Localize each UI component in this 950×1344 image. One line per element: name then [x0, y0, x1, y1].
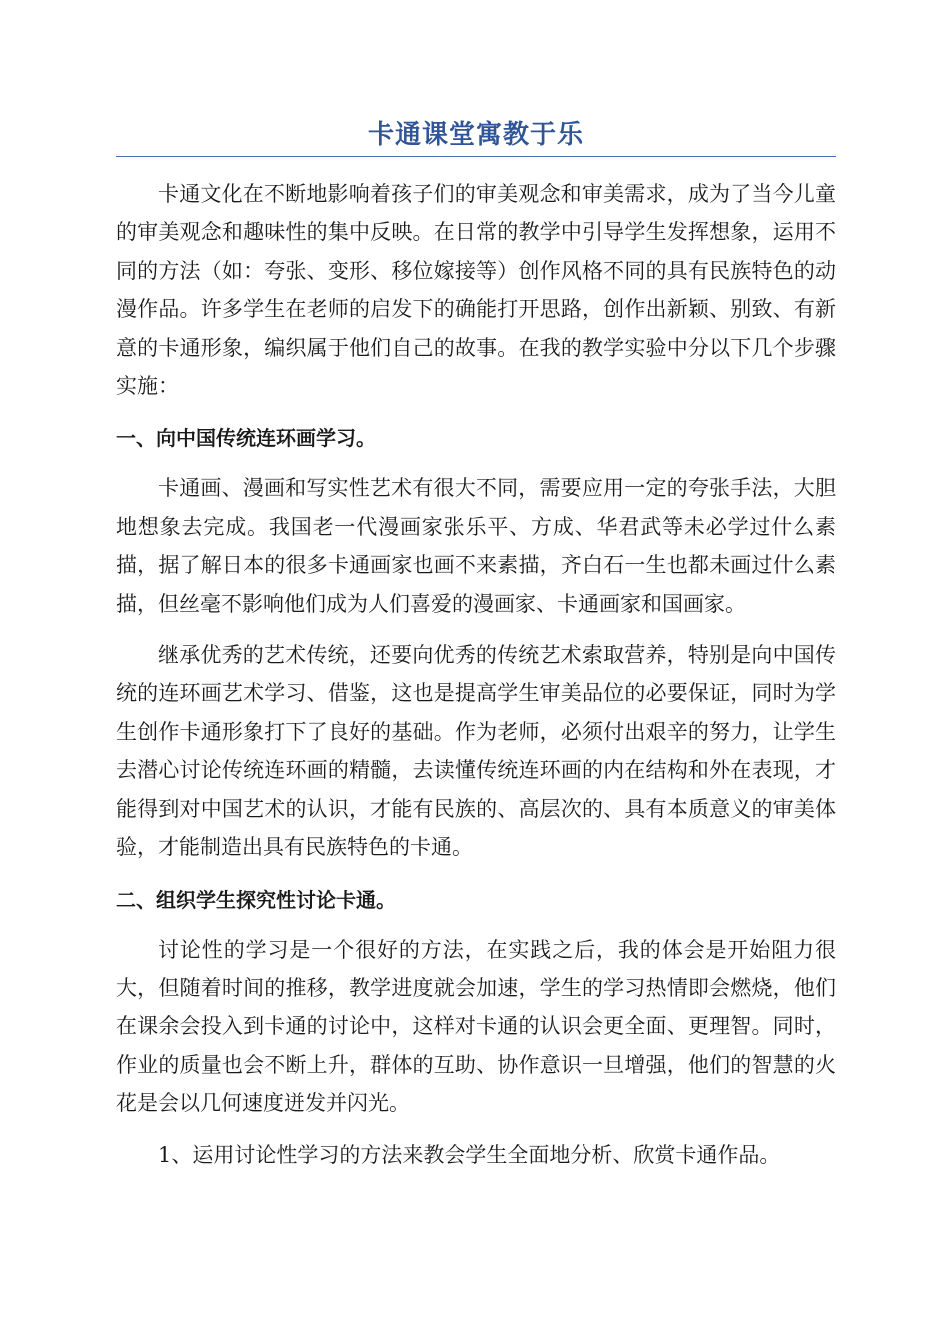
intro-paragraph: 卡通文化在不断地影响着孩子们的审美观念和审美需求，成为了当今儿童的审美观念和趣味性的集中反映。在日常的教学中引导学生发挥想象，运用不同的方法（如：夸张、变形、移位嫁接等）创作风格不同的具有民族特色的动漫作品。许多学生在老师的启发下的确能打开思路，创作出新颖、别致、有新意的卡通形象，编织属于他们自己的故事。在我的教学实验中分以下几个步骤实施： — [116, 182, 836, 399]
section-1-paragraph-2: 继承优秀的艺术传统，还要向优秀的传统艺术索取营养，特别是向中国传统的连环画艺术学习、借鉴，这也是提高学生审美品位的必要保证，同时为学生创作卡通形象打下了良好的基础。作为老师，必须付出艰辛的努力，让学生去潜心讨论传统连环画的精髓，去读懂传统连环画的内在结构和外在表现，才能得到对中国艺术的认识，才能有民族的、高层次的、具有本质意义的审美体验，才能制造出具有民族特色的卡通。 — [116, 643, 836, 860]
section-1-heading: 一、向中国传统连环画学习。 — [116, 426, 376, 451]
section-2-heading: 二、组织学生探究性讨论卡通。 — [116, 887, 396, 912]
title-underline — [116, 156, 836, 157]
document-page — [116, 112, 836, 1174]
section-2-paragraph-1: 讨论性的学习是一个很好的方法，在实践之后，我的体会是开始阻力很大，但随着时间的推移，教学进度就会加速，学生的学习热情即会燃烧，他们在课余会投入到卡通的讨论中，这样对卡通的认识会更全面、更理智。同时，作业的质量也会不断上升，群体的互助、协作意识一旦增强，他们的智慧的火花是会以几何速度迸发并闪光。 — [116, 937, 836, 1116]
section-2-paragraph-2: 1、运用讨论性学习的方法来教会学生全面地分析、欣赏卡通作品。 — [158, 1142, 781, 1167]
document-title: 卡通课堂寓教于乐 — [367, 120, 584, 150]
section-1-paragraph-1: 卡通画、漫画和写实性艺术有很大不同，需要应用一定的夸张手法，大胆地想象去完成。我国老一代漫画家张乐平、方成、华君武等未必学过什么素描，据了解日本的很多卡通画家也画不来素描，齐白石一生也都未画过什么素描，但丝毫不影响他们成为人们喜爱的漫画家、卡通画家和国画家。 — [116, 476, 836, 616]
